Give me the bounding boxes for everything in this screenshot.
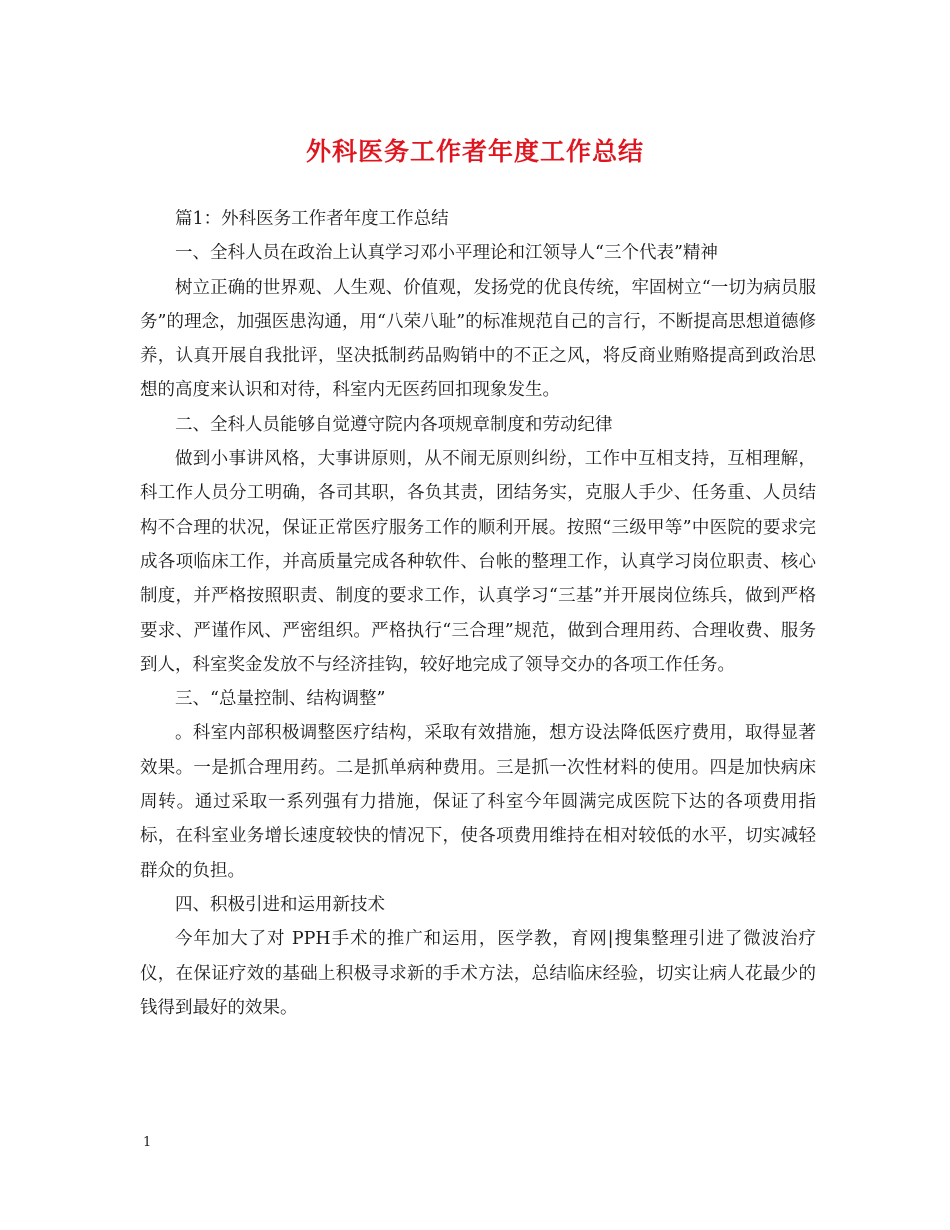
- paragraph-section-1: 树立正确的世界观、人生观、价值观，发扬党的优良传统，牢固树立“一切为病员服务”的理念，加强医患沟通，用“八荣八耻”的标准规范自己的言行，不断提高思想道德修养，认真开展自我批评，坚决抵制药品购销中的不正之风，将反商业贿赂提高到政治思想的高度来认识和对待，科室内无医药回扣现象发生。: [140, 277, 816, 401]
- document-title: 外科医务工作者年度工作总结: [305, 137, 644, 166]
- paragraph-section-3: 。科室内部积极调整医疗结构，采取有效措施，想方设法降低医疗费用，取得显著效果。一是抓合理用药。二是抓单病种费用。三是抓一次性材料的使用。四是加快病床周转。通过采取一系列强有力措施，保证了科室今年圆满完成医院下达的各项费用指标，在科室业务增长速度较快的情况下，使各项费用维持在相对较低的水平，切实减轻群众的负担。: [140, 723, 816, 881]
- document-body: [140, 202, 816, 1025]
- section-heading-4: 四、积极引进和运用新技术: [175, 894, 385, 915]
- paragraph-section-4: 今年加大了对 PPH手术的推广和运用，医学教，育网|搜集整理引进了微波治疗仪，在保证疗效的基础上积极寻求新的手术方法，总结临床经验，切实让病人花最少的钱得到最好的效果。: [140, 929, 816, 1018]
- paragraph-section-2: 做到小事讲风格，大事讲原则，从不闹无原则纠纷，工作中互相支持，互相理解，科工作人员分工明确，各司其职，各负其责，团结务实，克服人手少、任务重、人员结构不合理的状况，保证正常医疗服务工作的顺利开展。按照“三级甲等”中医院的要求完成各项临床工作，并高质量完成各种软件、台帐的整理工作，认真学习岗位职责、核心制度，并严格按照职责、制度的要求工作，认真学习“三基”并开展岗位练兵，做到严格要求、严谨作风、严密组织。严格执行“三合理”规范，做到合理用药、合理收费、服务到人，科室奖金发放不与经济挂钩，较好地完成了领导交办的各项工作任务。: [140, 449, 816, 675]
- section-heading-2: 二、全科人员能够自觉遵守院内各项规章制度和劳动纪律: [175, 414, 613, 435]
- section-heading-1: 一、全科人员在政治上认真学习邓小平理论和江领导人“三个代表”精神: [175, 243, 718, 264]
- paragraph-article-label: 篇1：外科医务工作者年度工作总结: [175, 209, 449, 229]
- section-heading-3: 三、“总量控制、结构调整”: [175, 689, 386, 710]
- page-number: 1: [143, 1135, 152, 1150]
